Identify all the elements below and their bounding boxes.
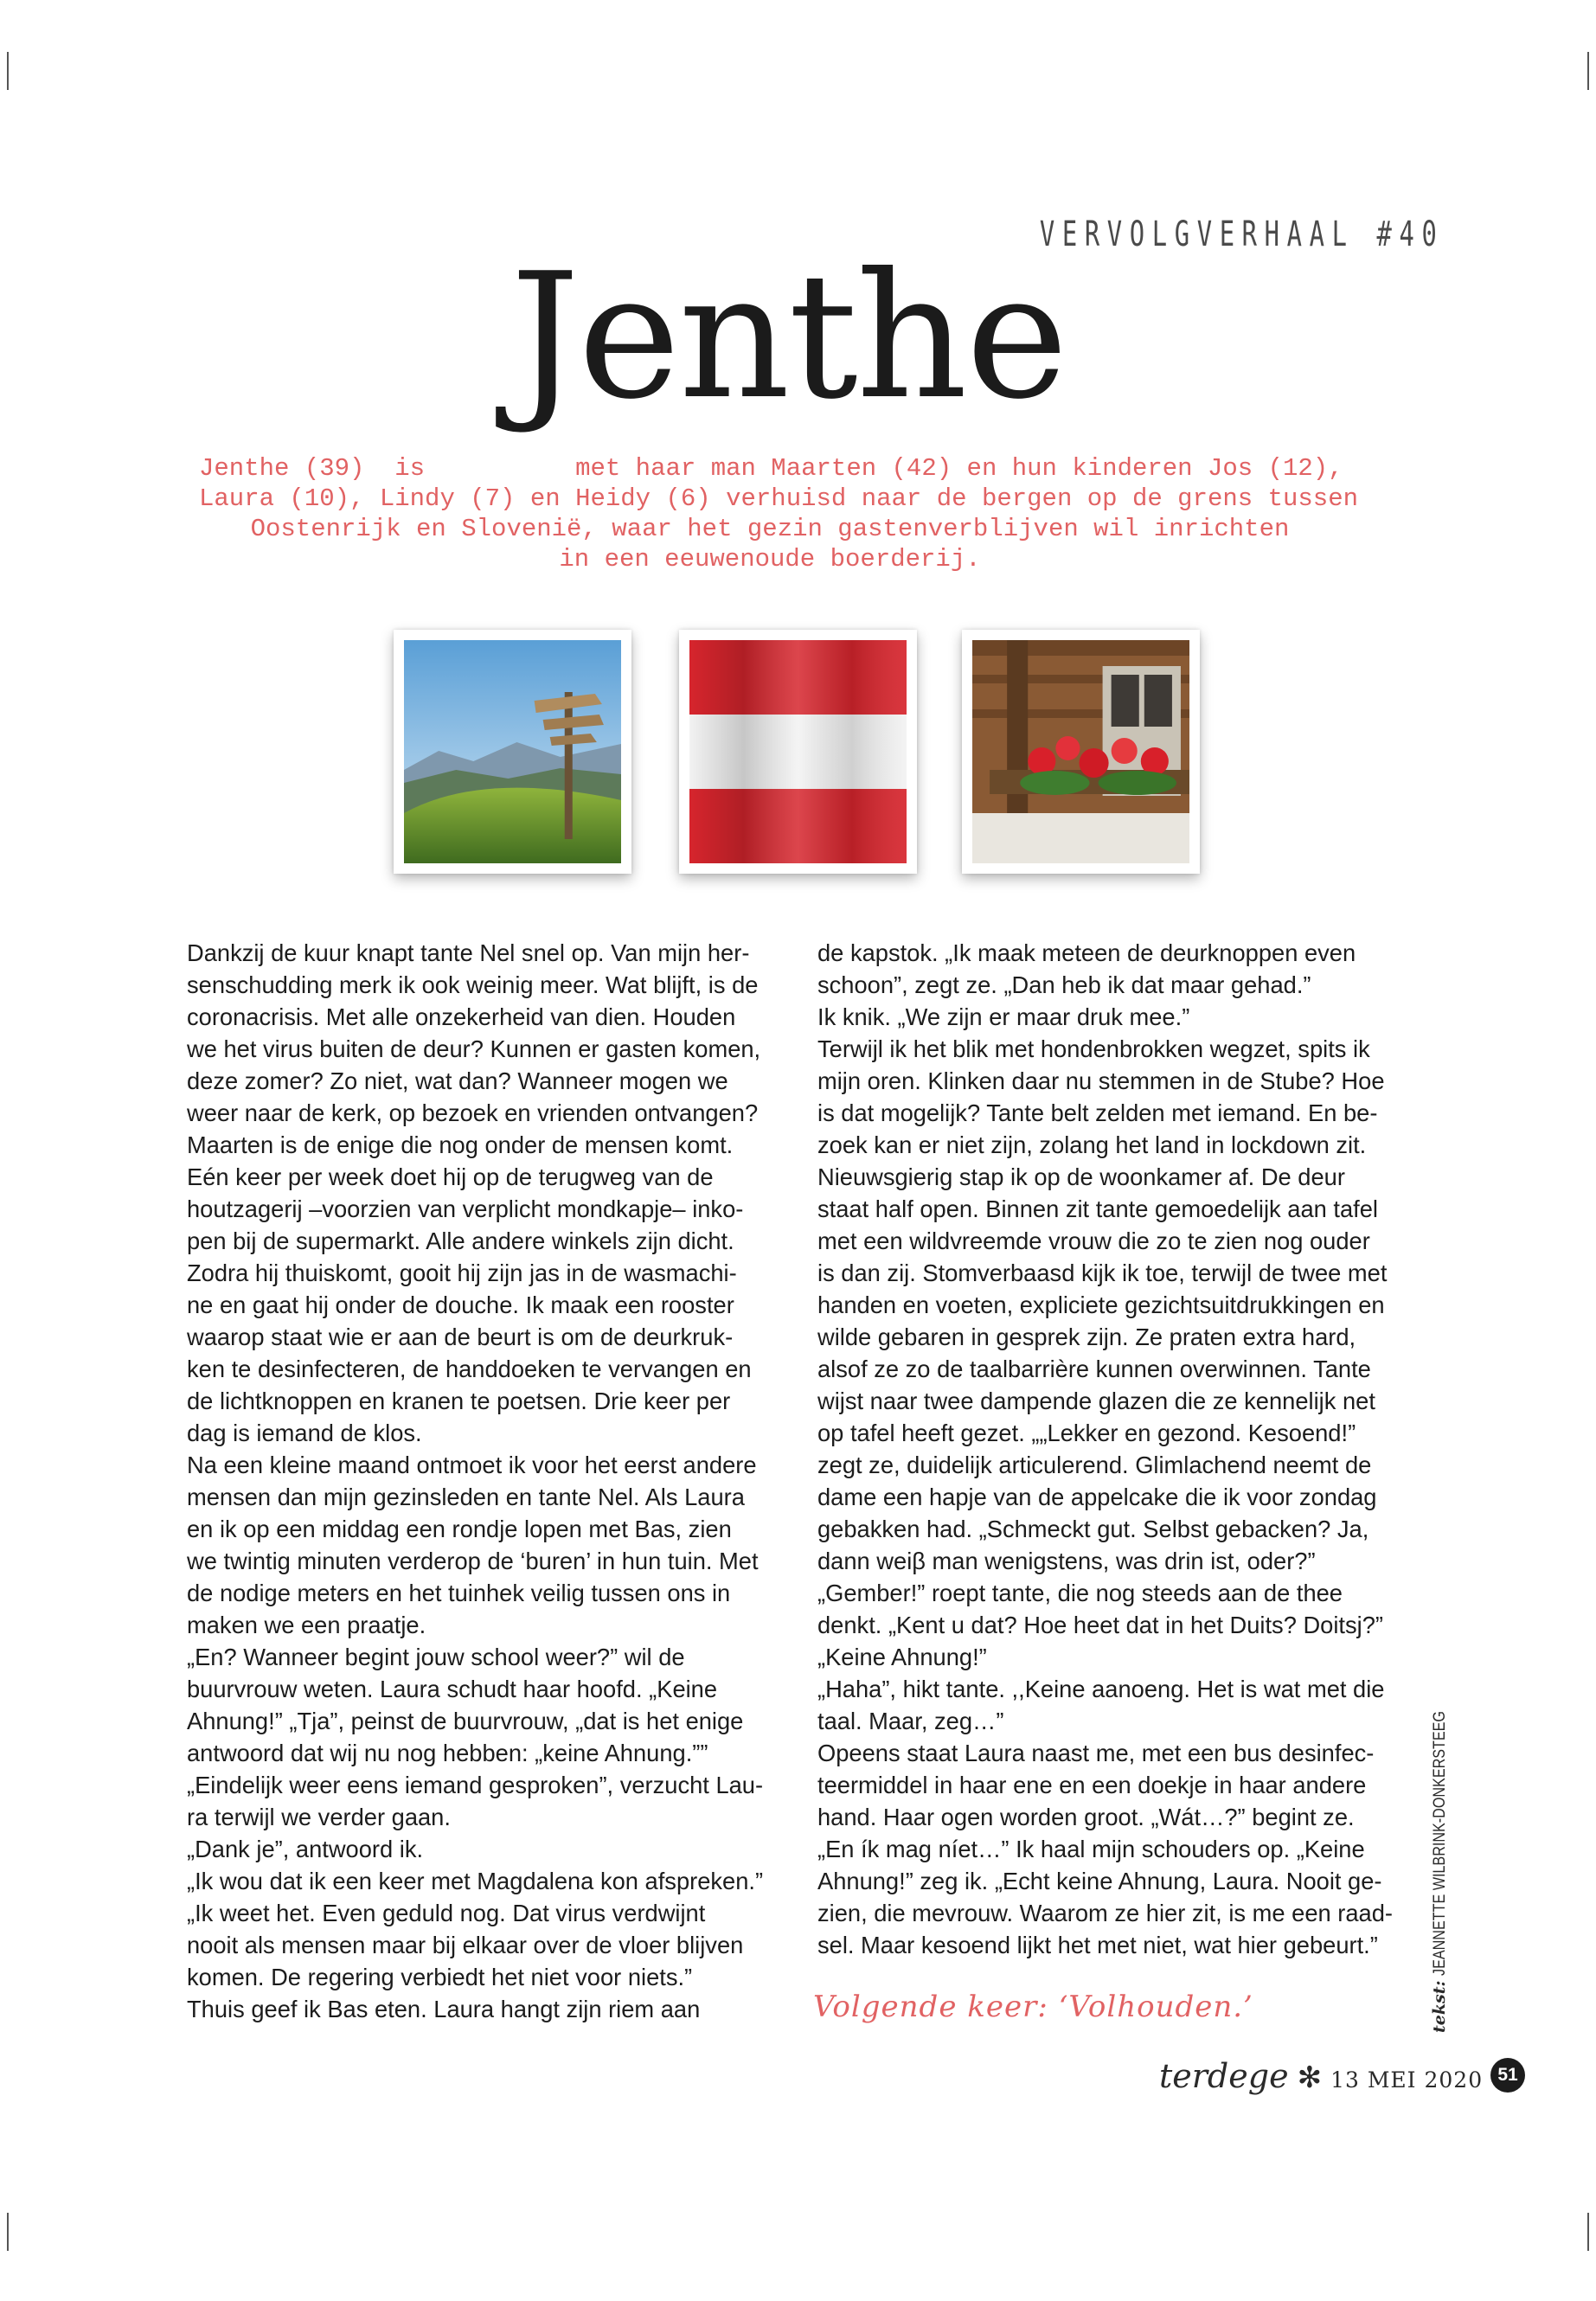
body-text-line: is dat mogelijk? Tante belt zelden met iemand. En be- — [817, 1099, 1378, 1126]
body-text-line: ra terwijl we verder gaan. — [187, 1804, 451, 1830]
body-column-left — [187, 937, 792, 2025]
article-title: Jenthe — [510, 236, 1067, 438]
body-text-line: wilde gebaren in gesprek zijn. Ze praten extra hard, — [817, 1324, 1356, 1350]
intro-line: Jenthe (39) is met haar man Maarten (42) en hun kinderen Jos (12), — [199, 454, 1343, 483]
body-text-line: de lichtknoppen en kranen te poetsen. Drie keer per — [187, 1388, 731, 1414]
photo-chalet-geraniums — [962, 630, 1200, 874]
body-text-line: „Eindelijk weer eens iemand gesproken”, verzucht Lau- — [187, 1772, 764, 1798]
body-text-line: „Ik weet het. Even geduld nog. Dat virus verdwijnt — [187, 1900, 706, 1926]
body-text-line: teermiddel in haar ene en een doekje in haar andere — [817, 1772, 1367, 1798]
chalet-geraniums-icon — [972, 640, 1189, 863]
next-episode: Volgende keer: ‘Volhouden.’ — [813, 1990, 1253, 2024]
body-text-line: is dan zij. Stomverbaasd kijk ik toe, terwijl de twee met — [817, 1259, 1388, 1286]
mountain-signpost-icon — [404, 640, 621, 863]
body-text-line: handen en voeten, expliciete gezichtsuitdrukkingen en — [817, 1292, 1385, 1318]
body-text-line: alsof ze zo de taalbarrière kunnen overwinnen. Tante — [817, 1356, 1371, 1382]
body-text-line: „En ík mag níet…” Ik haal mijn schouders op. „Keine — [817, 1836, 1365, 1862]
body-text-line: pen bij de supermarkt. Alle andere winkels zijn dicht. — [187, 1227, 734, 1254]
body-text-line: buurvrouw weten. Laura schudt haar hoofd. „Keine — [187, 1676, 718, 1702]
credit-name: JEANNETTE WILBRINK-DONKERSTEEG — [1431, 1711, 1449, 1977]
crop-mark-top-left — [7, 52, 9, 90]
body-text-line: staat half open. Binnen zit tante gemoedelijk aan tafel — [817, 1195, 1378, 1222]
body-text-line: Nieuwsgierig stap ik op de woonkamer af. De deur — [817, 1163, 1345, 1190]
intro-text — [199, 453, 1359, 574]
body-text-line: zien, die mevrouw. Waarom ze hier zit, is me een raad- — [817, 1900, 1393, 1926]
body-text-line: antwoord dat wij nu nog hebben: „keine Ahnung.”” — [187, 1740, 708, 1766]
body-text-line: deze zomer? Zo niet, wat dan? Wanneer mogen we — [187, 1067, 728, 1094]
body-text-line: Ahnung!” „Tja”, peinst de buurvrouw, „dat is het enige — [187, 1708, 744, 1734]
body-text-line: Na een kleine maand ontmoet ik voor het eerst andere — [187, 1452, 757, 1478]
body-text-line: „Haha”, hikt tante. ,,Keine aanoeng. Het is wat met die — [817, 1676, 1385, 1702]
body-text-line: nooit als mensen maar bij elkaar over de vloer blijven — [187, 1932, 744, 1958]
separator-star-icon: ✻ — [1297, 2061, 1323, 2095]
body-text-line: „Dank je”, antwoord ik. — [187, 1836, 424, 1862]
body-text-line: en ik op een middag een rondje lopen met Bas, zien — [187, 1516, 732, 1542]
body-text-line: maken we een praatje. — [187, 1612, 426, 1638]
intro-line: Laura (10), Lindy (7) en Heidy (6) verhuisd naar de bergen op de grens tussen — [199, 484, 1359, 513]
body-text-line: dame een hapje van de appelcake die ik voor zondag — [817, 1484, 1377, 1510]
body-text-line: coronacrisis. Met alle onzekerheid van dien. Houden — [187, 1003, 736, 1030]
body-text-line: de nodige meters en het tuinhek veilig tussen ons in — [187, 1580, 731, 1606]
body-text-line: de kapstok. „Ik maak meteen de deurknoppen even — [817, 939, 1356, 966]
crop-mark-top-right — [1587, 52, 1589, 90]
photo-austrian-flag — [679, 630, 917, 874]
body-text-line: komen. De regering verbiedt het niet voor niets.” — [187, 1964, 693, 1990]
intro-line: Oostenrijk en Slovenië, waar het gezin gastenverblijven wil inrichten — [250, 515, 1290, 543]
body-text-line: „Keine Ahnung!” — [817, 1644, 987, 1670]
body-text-line: mijn oren. Klinken daar nu stemmen in de Stube? Hoe — [817, 1067, 1385, 1094]
intro-line: in een eeuwenoude boerderij. — [559, 545, 981, 574]
body-text-line: Opeens staat Laura naast me, met een bus desinfec- — [817, 1740, 1375, 1766]
body-text-line: we het virus buiten de deur? Kunnen er gasten komen, — [187, 1035, 761, 1062]
credit-label: tekst: — [1430, 1980, 1449, 2033]
body-text-line: dag is iemand de klos. — [187, 1420, 422, 1446]
body-text-line: wijst naar twee dampende glazen die ze kennelijk net — [817, 1388, 1375, 1414]
body-text-line: op tafel heeft gezet. „„Lekker en gezond. Kesoend!” — [817, 1420, 1356, 1446]
body-text-line: Terwijl ik het blik met hondenbrokken wegzet, spits ik — [817, 1035, 1370, 1062]
body-text-line: zoek kan er niet zijn, zolang het land in lockdown zit. — [817, 1131, 1367, 1158]
crop-mark-bottom-right — [1587, 2213, 1589, 2251]
body-text-line: „Ik wou dat ik een keer met Magdalena kon afspreken.” — [187, 1868, 764, 1894]
magazine-brand: terdege — [1159, 2057, 1289, 2095]
body-text-line: Ahnung!” zeg ik. „Echt keine Ahnung, Laura. Nooit ge- — [817, 1868, 1382, 1894]
series-label: VERVOLGVERHAAL #40 — [1039, 215, 1444, 254]
body-column-right — [817, 937, 1423, 1961]
body-text-line: „En? Wanneer begint jouw school weer?” wil de — [187, 1644, 685, 1670]
body-text-line: weer naar de kerk, op bezoek en vrienden ontvangen? — [187, 1099, 759, 1126]
body-text-line: houtzagerij –voorzien van verplicht mondkapje– inko- — [187, 1195, 744, 1222]
body-text-line: sel. Maar kesoend lijkt het met niet, wat hier gebeurt.” — [817, 1932, 1378, 1958]
body-text-line: ken te desinfecteren, de handdoeken te vervangen en — [187, 1356, 752, 1382]
body-text-line: Thuis geef ik Bas eten. Laura hangt zijn riem aan — [187, 1996, 701, 2022]
body-text-line: Zodra hij thuiskomt, gooit hij zijn jas in de wasmachi- — [187, 1259, 737, 1286]
body-text-line: Maarten is de enige die nog onder de mensen komt. — [187, 1131, 734, 1158]
photo-mountain-signpost — [394, 630, 631, 874]
body-text-line: gebakken had. „Schmeckt gut. Selbst gebacken? Ja, — [817, 1516, 1369, 1542]
body-text-line: taal. Maar, zeg…” — [817, 1708, 1004, 1734]
issue-date: 13 MEI 2020 — [1330, 2067, 1484, 2093]
body-text-line: ne en gaat hij onder de douche. Ik maak een rooster — [187, 1292, 734, 1318]
author-credit — [1430, 1664, 1450, 2033]
body-text-line: waarop staat wie er aan de beurt is om de deurkruk- — [187, 1324, 734, 1350]
body-text-line: we twintig minuten verderop de ‘buren’ in hun tuin. Met — [187, 1548, 759, 1574]
body-text-line: schoon”, zegt ze. „Dan heb ik dat maar gehad.” — [817, 971, 1311, 998]
body-text-line: denkt. „Kent u dat? Hoe heet dat in het Duits? Doitsj?” — [817, 1612, 1383, 1638]
body-text-line: Eén keer per week doet hij op de terugweg van de — [187, 1163, 714, 1190]
body-text-line: met een wildvreemde vrouw die zo te zien nog ouder — [817, 1227, 1370, 1254]
body-text-line: senschudding merk ik ook weinig meer. Wat blijft, is de — [187, 971, 759, 998]
austrian-flag-icon — [689, 640, 907, 863]
body-text-line: mensen dan mijn gezinsleden en tante Nel. Als Laura — [187, 1484, 745, 1510]
body-text-line: Dankzij de kuur knapt tante Nel snel op. Van mijn her- — [187, 939, 750, 966]
body-text-line: Ik knik. „We zijn er maar druk mee.” — [817, 1003, 1190, 1030]
body-text-line: „Gember!” roept tante, die nog steeds aan de thee — [817, 1580, 1343, 1606]
body-text-line: hand. Haar ogen worden groot. „Wát…?” begint ze. — [817, 1804, 1355, 1830]
body-text-line: zegt ze, duidelijk articulerend. Glimlachend neemt de — [817, 1452, 1372, 1478]
page-number: 51 — [1490, 2058, 1525, 2093]
crop-mark-bottom-left — [7, 2213, 9, 2251]
page-footer — [1159, 2057, 1483, 2095]
body-text-line: dann weiβ man wenigstens, was drin ist, oder?” — [817, 1548, 1316, 1574]
